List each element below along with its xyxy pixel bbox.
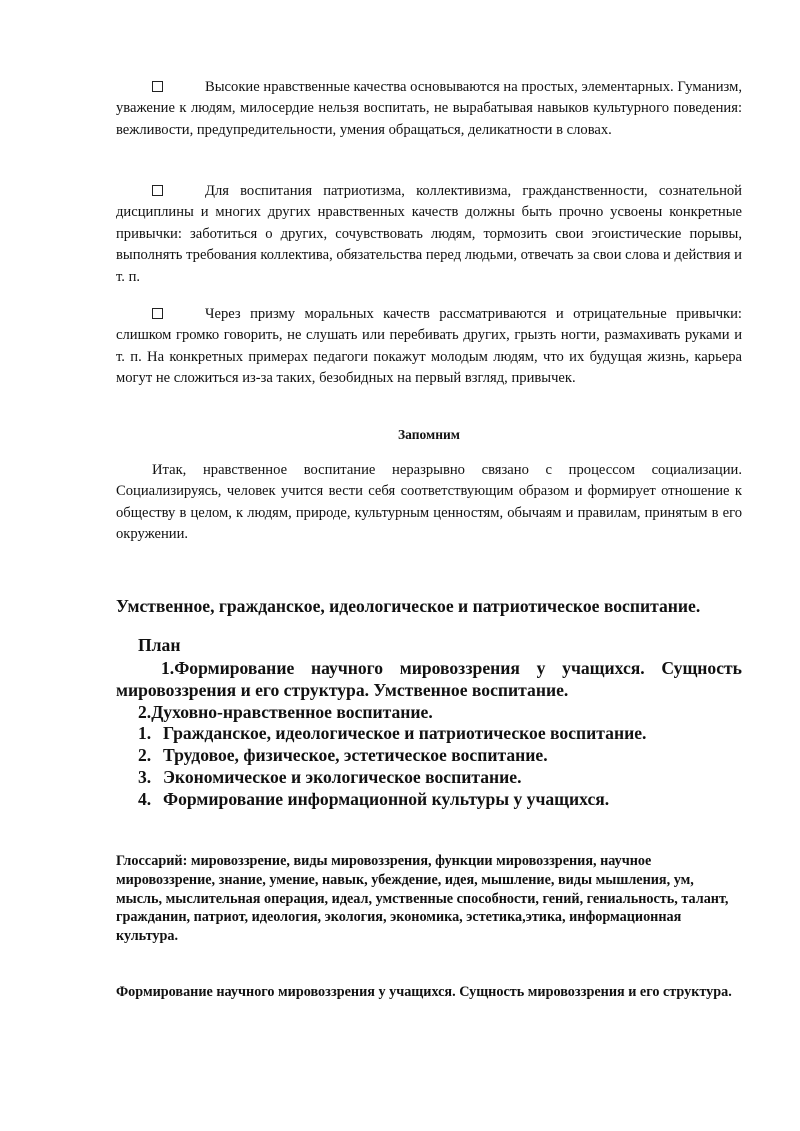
plan-item-2: 2.Духовно-нравственное воспитание. bbox=[138, 702, 433, 722]
remember-heading: Запомним bbox=[398, 427, 460, 442]
glossary bbox=[116, 852, 742, 946]
bullet-paragraph-3 bbox=[116, 304, 742, 390]
paragraph-text: Итак, нравственное воспитание неразрывно связано с процессом социализации. Социализируясь, человек учится вести себя соответствующим образом и формирует отношение к обществу в целом, к людям, природе, культурным ценностям, обычаям и правилам, принятым в его окружении. bbox=[116, 462, 742, 543]
remember-paragraph bbox=[116, 460, 742, 546]
final-heading: Формирование научного мировоззрения у учащихся. Сущность мировоззрения и его структура. bbox=[116, 984, 732, 1000]
section-title: Умственное, гражданское, идеологическое и патриотическое воспитание. bbox=[116, 596, 701, 616]
checkbox-bullet-icon bbox=[152, 185, 163, 196]
paragraph-text: Для воспитания патриотизма, коллективизма, гражданственности, сознательной дисциплины и многих других нравственных качеств должны быть прочно усвоены конкретные привычки: заботиться о других, сочувствовать людям, тормозить свои эгоистические порывы, выполнять требования коллектива, обязательства перед людьми, отвечать за свои слова и действия и т. п. bbox=[116, 183, 742, 285]
glossary-terms: Глоссарий: мировоззрение, виды мировоззрения, функции мировоззрения, научное мировоззрение, знание, умение, навык, убеждение, идея, мышление, виды мышления, ум, мысль, мыслительная операция, идеал, умственные способности, гений, гениальность, талант, bbox=[116, 853, 729, 907]
bullet-paragraph-2 bbox=[116, 181, 742, 288]
plan-item-1: 1.Формирование научного мировоззрения у учащихся. Сущность мировоззрения и его структура. Умственное воспитание. bbox=[116, 658, 742, 700]
plan-list-item: 3. Экономическое и экологическое воспитание. bbox=[138, 767, 522, 787]
checkbox-bullet-icon bbox=[152, 308, 163, 319]
paragraph-text: Высокие нравственные качества основываются на простых, элементарных. Гуманизм, уважение к людям, милосердие нельзя воспитать, не вырабатывая навыков культурного поведения: вежливости, предупредительности, умения обращаться, деликатности в словах. bbox=[116, 79, 742, 138]
plan-title: План bbox=[138, 635, 181, 655]
bullet-paragraph-1 bbox=[116, 77, 742, 141]
plan-list-item: 1. Гражданское, идеологическое и патриотическое воспитание. bbox=[138, 723, 647, 743]
plan-list bbox=[138, 722, 646, 810]
glossary-terms-continued: гражданин, патриот, идеология, экология, экономика, эстетика,этика, информационная культура. bbox=[116, 909, 682, 945]
plan-list-item: 4. Формирование информационной культуры у учащихся. bbox=[138, 789, 610, 809]
plan-list-item: 2. Трудовое, физическое, эстетическое воспитание. bbox=[138, 745, 548, 765]
checkbox-bullet-icon bbox=[152, 81, 163, 92]
paragraph-text: Через призму моральных качеств рассматриваются и отрицательные привычки: слишком громко говорить, не слушать или перебивать других, грызть ногти, размахивать руками и т. п. На конкретных примерах педагоги покажут молодым людям, что их будущая жизнь, карьера могут не сложиться из-за таких, безобидных на первый взгляд, привычек. bbox=[116, 306, 742, 387]
